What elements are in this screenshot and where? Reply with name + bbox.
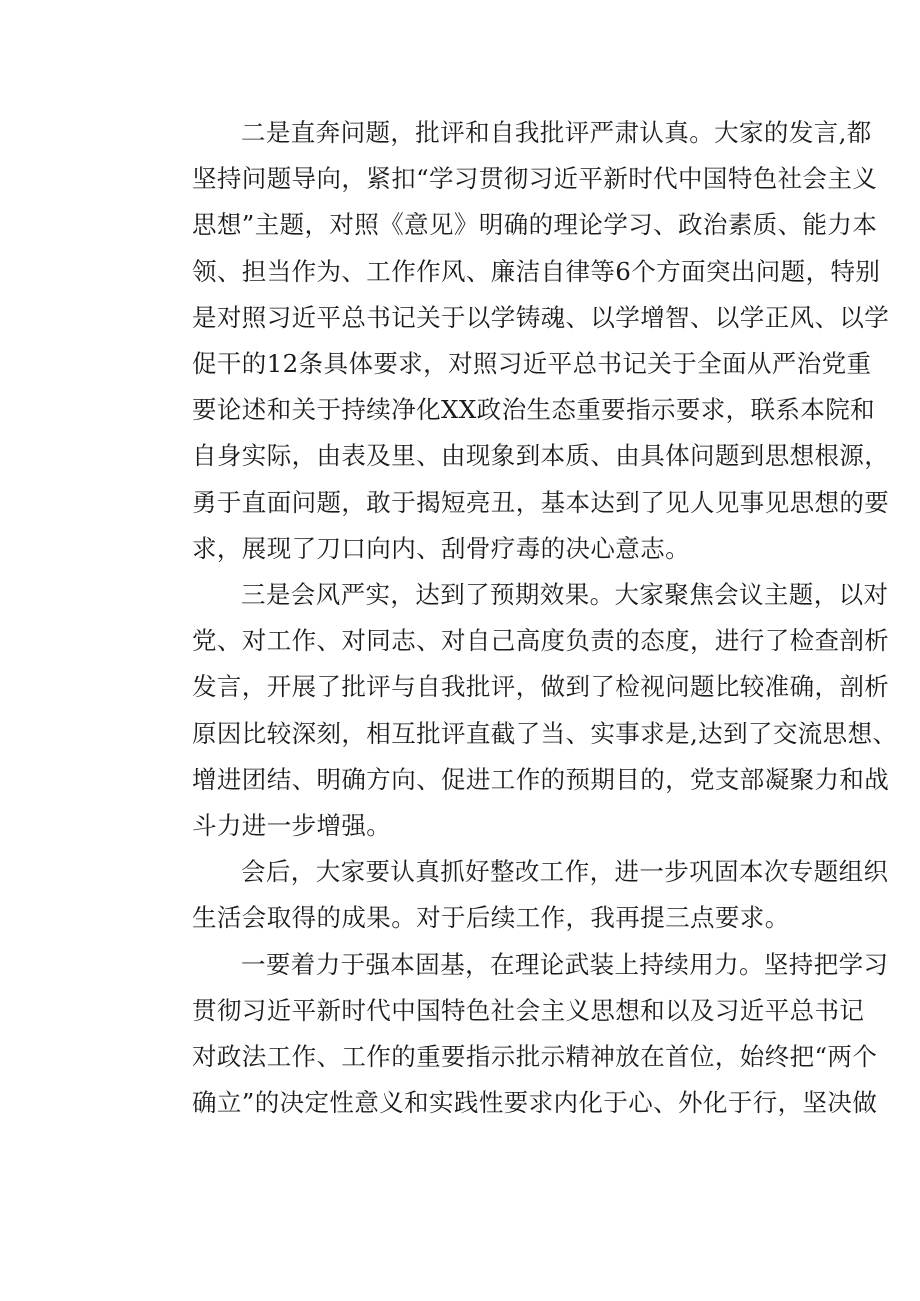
- text-line: 勇于直面问题，敢于揭短亮丑，基本达到了见人见事见思想的要: [192, 487, 890, 517]
- text-line: 确立”的决定性意义和实践性要求内化于心、外化于行，坚决做: [192, 1088, 878, 1118]
- text-line: 对政法工作、工作的重要指示批示精神放在首位，始终把“两个: [192, 1042, 878, 1072]
- text-line: 坚持问题导向，紧扣“学习贯彻习近平新时代中国特色社会主义: [192, 164, 878, 194]
- text-line: 生活会取得的成果。对于后续工作，我再提三点要求。: [192, 903, 790, 933]
- text-line: 一要着力于强本固基，在理论武装上持续用力。坚持把学习: [241, 949, 889, 979]
- text-line: 自身实际，由表及里、由现象到本质、由具体问题到思想根源，: [192, 441, 890, 471]
- text-line: 是对照习近平总书记关于以学铸魂、以学增智、以学正风、以学: [192, 302, 890, 332]
- text-line: 促干的12条具体要求，对照习近平总书记关于全面从严治党重: [192, 349, 872, 379]
- text-line: 要论述和关于持续净化XX政治生态重要指示要求，联系本院和: [192, 395, 876, 425]
- paragraph-requirement-1: [143, 942, 889, 1127]
- paragraph-3: [143, 572, 898, 849]
- paragraph-after-meeting: [143, 849, 889, 941]
- text-line: 增进团结、明确方向、促进工作的预期目的，党支部凝聚力和战: [192, 764, 890, 794]
- text-line: 贯彻习近平新时代中国特色社会主义思想和以及习近平总书记: [192, 995, 865, 1025]
- text-line: 三是会风严实，达到了预期效果。大家聚焦会议主题，以对: [241, 580, 889, 610]
- text-line: 二是直奔问题，批评和自我批评严肃认真。大家的发言,都: [241, 118, 872, 147]
- text-line: 求，展现了刀口向内、刮骨疗毒的决心意志。: [192, 533, 690, 563]
- text-line: 发言，开展了批评与自我批评，做到了检视问题比较准确，剖析: [192, 672, 890, 702]
- text-line: 思想”主题，对照《意见》明确的理论学习、政治素质、能力本: [192, 210, 878, 240]
- text-line: 原因比较深刻，相互批评直截了当、实事求是,达到了交流思想、: [192, 718, 898, 748]
- text-line: 斗力进一步增强。: [192, 811, 392, 841]
- document-body: [143, 110, 898, 1126]
- paragraph-2: [143, 110, 890, 572]
- text-line: 会后，大家要认真抓好整改工作，进一步巩固本次专题组织: [241, 857, 889, 887]
- text-line: 领、担当作为、工作作风、廉洁自律等6个方面突出问题，特别: [192, 256, 881, 286]
- text-line: 党、对工作、对同志、对自己高度负责的态度，进行了检查剖析: [192, 626, 890, 656]
